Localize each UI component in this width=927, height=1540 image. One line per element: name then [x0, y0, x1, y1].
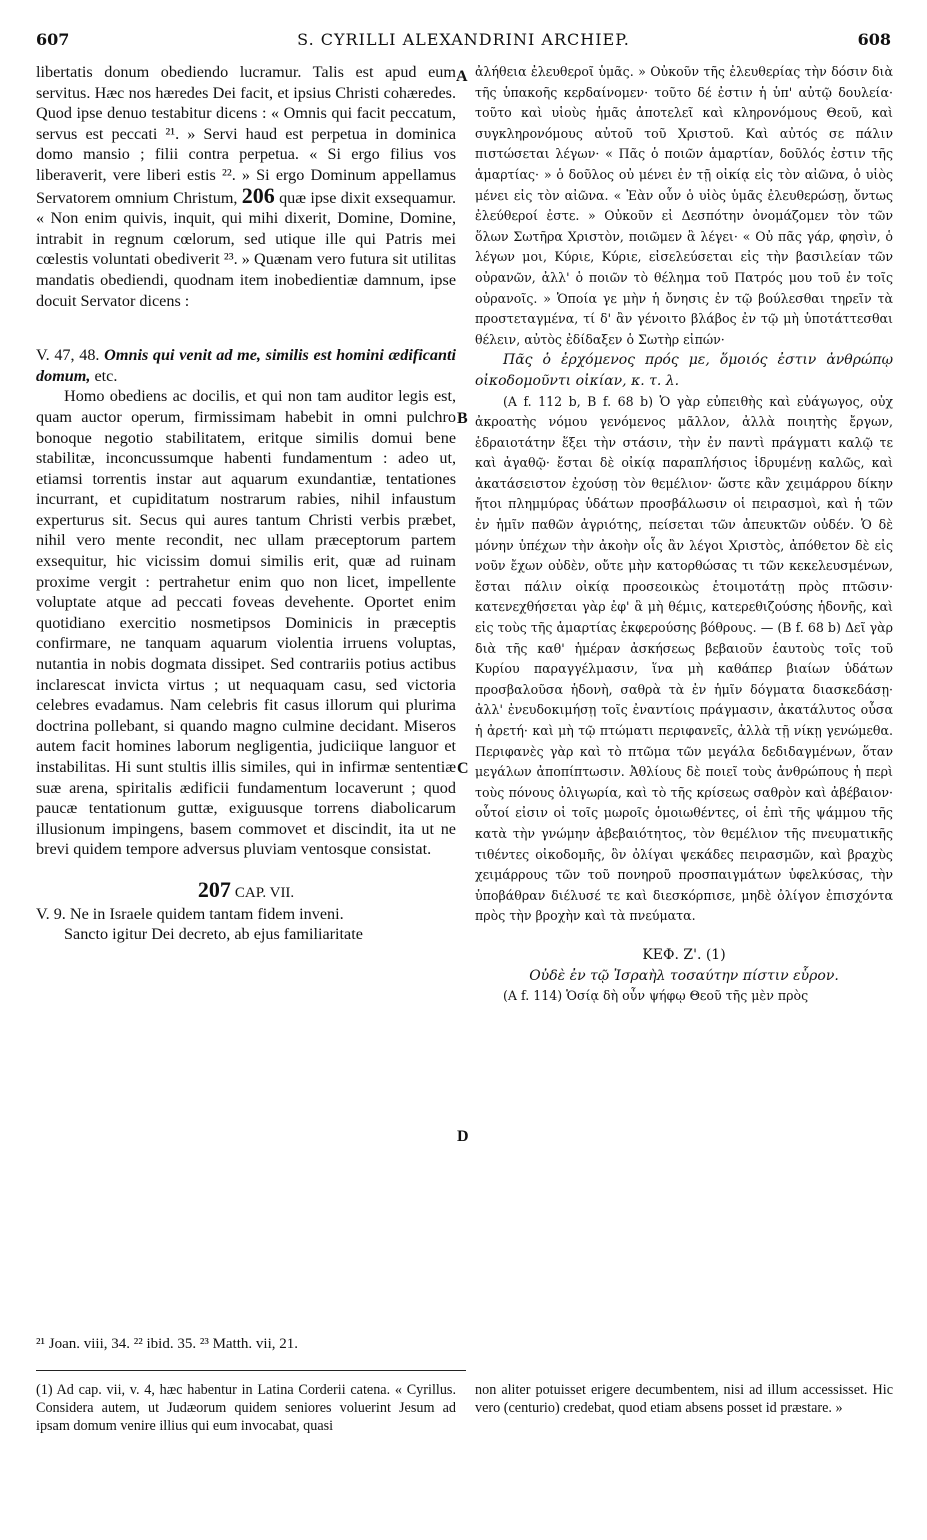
page-number-left: 607 — [36, 30, 70, 49]
page-number-right: 608 — [857, 30, 891, 49]
running-title: S. CYRILLI ALEXANDRINI ARCHIEP. — [297, 30, 630, 49]
footnote-divider — [36, 1370, 466, 1371]
latin-verse-heading-1 — [36, 345, 456, 386]
greek-verse-heading-1: Πᾶς ὁ ἐρχόμενος πρός με, ὅμοιός ἐστιν ἀνθρώπῳ οἰκοδομοῦντι οἰκίαν, κ. τ. λ. — [475, 352, 893, 389]
margin-marker-a: A — [456, 68, 468, 85]
verse-text: Omnis qui venit ad me, similis est homini ædificanti domum, — [36, 346, 456, 385]
latin-chapter-heading — [36, 876, 456, 904]
latin-column — [36, 62, 456, 945]
footnote-references: ²¹ Joan. viii, 34. ²² ibid. 35. ²³ Matth. vii, 21. — [36, 1336, 298, 1352]
chapter-label: CAP. VII. — [234, 884, 295, 901]
inline-page-number: 206 — [241, 182, 275, 208]
greek-paragraph-2: (A f. 112 b, B f. 68 b) Ὁ γὰρ εὐπειθὴς καὶ εὐάγωγος, οὐχ ἀκροατὴς νόμου γενόμενος μᾶλλον, ἀλλὰ ποιητὴς ἔργων, ἑδραιοτάτην ἕξει τὴν στάσιν, τὴν ἐν παντὶ πράγματι καλῷ τε καὶ ἀγαθῷ· ἔσται δὲ οἰκίᾳ παραπλήσιος ἱδρυμένῃ καλῶς, καὶ ἀκατάσειστον ἐχούσῃ τὸν θεμέλιον· ὥστε κἂν χειμάρρου δίκην ἤτοι πλημμύρας ὑδάτων προσβάλωσιν οἱ πειρασμοὶ, καὶ ἡ τῶν ἐν ἡμῖν παθῶν ἀγριότης, πείσεται τῶν ἀπευκτῶν οὐδέν. Ὁ δὲ μόνην ὑπέχων τὴν ἀκοὴν οἷς ἂν λέγοι Χριστὸς, ἀπόθετον δὲ εἰς νοῦν ἔχων οὐδὲν, οὔτε μὴν κατορθώσας τι τῶν κεκελευσμένων, ἔσται πάλιν οἰκίᾳ προσεοικὼς ἑτοιμοτάτῃ πρὸς πτῶσιν· κατενεχθήσεται γὰρ ἐφ' ἃ μὴ θέμις, κατερεθιζούσης ἡδονῆς, καὶ εἰς τοὺς τῆς ἁμαρτίας ἐκφερούσης βόθρους. — (B f. 68 b) Δεῖ γὰρ διὰ τῆς καθ' ἡμέραν ἀσκήσεως βεβαιοῦν ἑαυτοὺς τοῖς τοῦ Κυρίου παραγγέλμασιν, ἵνα μὴ καθάπερ βιαίων ὑδάτων προσβαλοῦσα ἡδονὴ, σαθρὰ τὰ ἐν ἡμῖν δόγματα διασκεδάσῃ· ἀλλ' ἐνευδοκιμήσῃ τοῖς ἐναντίοις πράγμασιν, ἀκατάλυτος οὖσα ἡ ἀρετή· καὶ μὴ τῷ πτώματι περιφανεῖς, ἀλλὰ τῇ νίκῃ γενώμεθα. Περιφανὲς γὰρ καὶ τὸ πτῶμα τῶν μεγάλα δεδιδαγμένων, ὅταν μεγάλων ἀποπίπτωσιν. Ἀθλίους δὲ ποιεῖ τοὺς ἀνθρώπους ἡ περὶ τοὺς πόνους ὀλιγωρία, καὶ τὸ τῆς κρίσεως σαθρὸν καὶ ἀβέβαιον· οὗτοί εἰσιν οἱ τοῖς μωροῖς ὁμοιωθέντες, οἱ ἐπὶ τῆς ψάμμου τῆς κατὰ τὴν γνώμην ἀβεβαιότητος, τὸν θεμέλιον τῆς πνευματικῆς τιθέντες οἰκοδομῆς, ὃν ὀλίγαι ψεκάδες πειρασμῶν, καὶ βραχὺς χειμάρρους τῶν τοῦ πονηροῦ προσπαιγμάτων ὑφελκύσας, τὴν ὑποβάθραν διέλυσέ τε καὶ διεσκόρπισε, μηδὲ ὀλίγον ἐπισχόντα πρὸς τὴν βροχὴν καὶ τὰ πνεύματα. — [475, 393, 893, 924]
chapter-page-number: 207 — [197, 876, 231, 902]
latin-paragraph-3: Sancto igitur Dei decreto, ab ejus familiaritate — [64, 925, 363, 944]
latin-paragraph-1 — [36, 62, 456, 311]
margin-marker-c: C — [457, 760, 469, 777]
footnote-right: non aliter potuisset erigere decumbentem, nisi ad illum accessisset. Hic vero (centurio) credebat, quod etiam absens posset id præstare. » — [475, 1382, 893, 1416]
verse-etc: etc. — [94, 366, 118, 385]
verse-number-2: V. 9. — [36, 904, 66, 923]
greek-column — [475, 62, 893, 1007]
greek-verse-heading-2: Οὐδὲ ἐν τῷ Ἰσραὴλ τοσαύτην πίστιν εὗρον. — [529, 967, 839, 984]
latin-verse-heading-2 — [36, 904, 456, 925]
verse-text-2: Ne in Israele quidem tantam fidem inveni. — [69, 904, 344, 923]
latin-para1-cont: quæ ipse dixit exsequamur. « Non enim quivis, inquit, qui mihi dixerit, Domine, Domine, intrabit in regnum cœlorum, sed utique ille qui Patris mei cœlestis voluntati obediverit ²³. » Quænam vero futura sit utilitas mandatis obediendi, quodnam item inobedientiæ damnum, ipse docuit Servator dicens : — [36, 188, 457, 310]
greek-chapter-heading: ΚΕΦ. Ζ'. (1) — [642, 946, 726, 963]
latin-paragraph-2: Homo obediens ac docilis, et qui non tam auditor legis est, quam auctor operum, firmissimam habebit in omni pulchro bonoque negotio stabilitatem, eritque similis domui bene stabilitæ, inconcussumque habenti fundamentum : adeo ut, etiamsi torrentis instar aut aquarum exundantiæ, tentationes incurrant, et cupiditatum nostrarum rabies, nihil infaustum experturus sit. Secus qui aures tantum Christi verbis præbet, nihil vero mente recondit, nec ullam præceptorum partem exsequitur, hic vicissim domui similis erit, quæ ad ruinam proxime vergit : pertrahetur enim quo non licet, impellente voluptate atque ad peccati foveas devehente. Oportet enim quotidiano exercitio nosmetipsos Dominicis in præceptis confirmare, ne tanquam aquarum violentia irruens voluptas, nutantia in nobis dogmata dissipet. Sed contrariis potius actibus inclarescat invicta virtus ; ut nequaquam casu, sed victoria celebres evadamus. Nam celebris fit casus illorum qui plurima doctrina pollebant, si quando magno culmine decidant. Miseros autem facit homines laborum negligentia, judiciique languor et instabilitas. Hi sunt stultis illis similes, qui in infirmæ sententiæ suæ arena, spiritalis ædificii fundamentum locaverunt ; quod paucæ tentationum guttæ, exiguusque torrens diabolicarum illusionum impingens, basem commovet et discindit, ita ut ne brevi quidem tempore adversus pluviam ventosque consistat. — [36, 387, 456, 859]
greek-paragraph-1: ἀλήθεια ἐλευθεροῖ ὑμᾶς. » Οὐκοῦν τῆς ἐλευθερίας τὴν δόσιν διὰ τῆς ὑπακοῆς κερδαίνομεν· τοῦτο δέ ἐστιν ἡ ὑπ' αὐτῷ δουλεία· τοῦτο καὶ υἱοὺς ἡμᾶς ἀποτελεῖ καὶ κληρονόμους Θεοῦ, καὶ συγκληρονόμους αὐτοῦ τοῦ Χριστοῦ. Καὶ αὐτός σε πάλιν πιστώσεται λέγων· « Πᾶς ὁ ποιῶν ἁμαρτίαν, δοῦλός ἐστιν τῆς ἁμαρτίας· » ὁ δοῦλος οὐ μένει ἐν τῇ οἰκίᾳ εἰς τὸν αἰῶνα, ὁ υἱὸς μένει εἰς τὸν αἰῶνα. « Ἐὰν οὖν ὁ υἱὸς ὑμᾶς ἐλευθερώσῃ, ὄντως ἐλεύθεροί ἐστε. » Οὐκοῦν εἰ Δεσπότην ὀνομάζομεν τὸν τῶν ὅλων Σωτῆρα Χριστὸν, ποιῶμεν ἃ λέγει· « Οὐ πᾶς γάρ, φησὶν, ὁ λέγων μοι, Κύριε, Κύριε, εἰσελεύσεται εἰς τὴν βασιλείαν τῶν οὐρανῶν, ἀλλ' ὁ ποιῶν τὸ θέλημα τοῦ Πατρός μου τοῦ ἐν τοῖς οὐρανοῖς. » Ὁποία γε μὴν ἡ ὄνησις ἐν τῷ βούλεσθαι τηρεῖν τὰ προστεταγμένα, τί δ' ἂν γένοιτο βλάβος ἐν τῷ μὴ ὑποτάττεσθαι θέλειν, αὐτὸς ἐδίδαξεν ὁ Σωτὴρ εἰπών· — [475, 64, 893, 347]
margin-marker-d: D — [457, 1128, 469, 1145]
margin-marker-b: B — [457, 410, 468, 427]
footnote-left: (1) Ad cap. vii, v. 4, hæc habentur in Latina Corderii catena. « Cyrillus. Considera autem, ut Judæorum quidem seniores voluerint Jesum ad ipsam domum venire illius qui eum invocabat, quasi — [36, 1382, 456, 1434]
running-header — [36, 30, 891, 54]
greek-paragraph-3: (A f. 114) Ὁσίᾳ δὴ οὖν ψήφῳ Θεοῦ τῆς μὲν πρὸς — [503, 988, 809, 1004]
latin-para1-text: libertatis donum obediendo lucramur. Talis est apud eum servitus. Hæc nos hæredes Dei facit, et ipsius Christi cohæredes. Quod ipse denuo testabitur dicens : « Omnis qui facit peccatum, servus est peccati ²¹. » Servi haud est perpetua in dominica domo mansio ; filii contra perpetua. « Si ergo filius vos liberaverit, vere liberi estis ²². » Si ergo Dominum appellamus Servatorem omnium Christum, — [36, 63, 456, 207]
verse-number: V. 47, 48. — [36, 346, 100, 365]
